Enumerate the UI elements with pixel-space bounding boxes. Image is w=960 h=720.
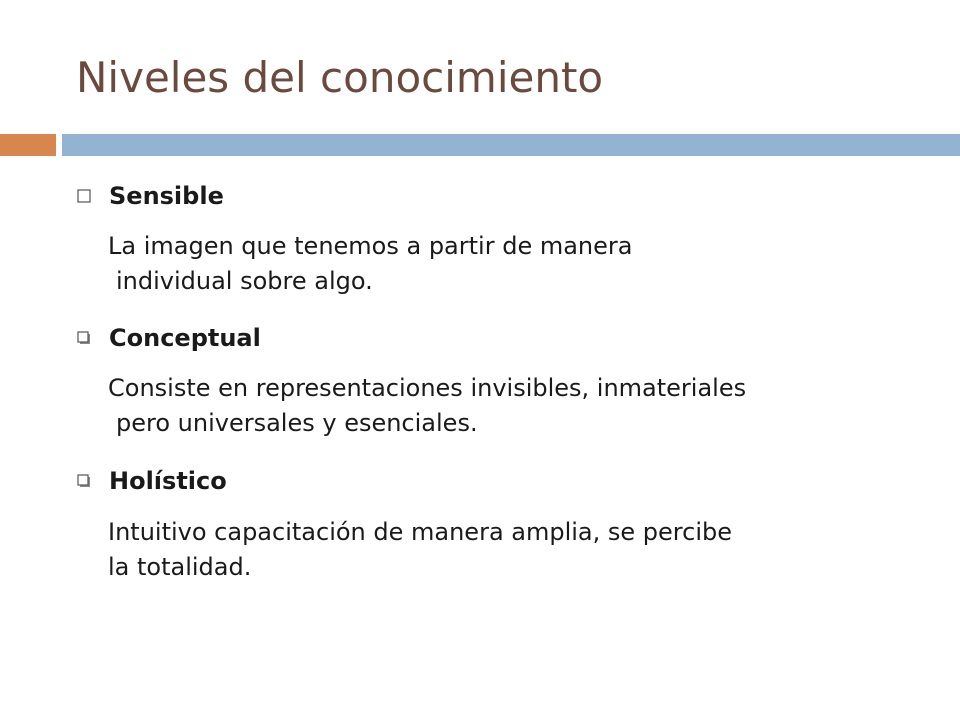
item-text-line: pero universales y esenciales. — [116, 409, 478, 437]
item-text-line: Consiste en representaciones invisibles, inmateriales — [108, 374, 747, 402]
list-item-conceptual — [77, 321, 261, 355]
item-text-sensible — [108, 229, 928, 299]
shadowed-square-bullet-icon — [77, 474, 92, 489]
empty-square-bullet-icon — [77, 189, 92, 204]
item-text-line: La imagen que tenemos a partir de manera — [108, 232, 633, 260]
item-text-line: individual sobre algo. — [116, 267, 373, 295]
shadowed-square-bullet-icon — [77, 331, 92, 346]
item-label-holistico: Holístico — [109, 467, 227, 495]
item-text-holistico — [108, 515, 928, 585]
item-text-line: la totalidad. — [108, 553, 252, 581]
item-label-sensible: Sensible — [109, 182, 224, 210]
item-label-conceptual: Conceptual — [109, 324, 261, 352]
item-text-conceptual — [108, 371, 928, 441]
slide-title: Niveles del conocimiento — [76, 53, 604, 102]
item-text-line: Intuitivo capacitación de manera amplia, se percibe — [108, 518, 732, 546]
list-item-sensible — [77, 179, 224, 213]
list-item-holistico — [77, 464, 227, 498]
